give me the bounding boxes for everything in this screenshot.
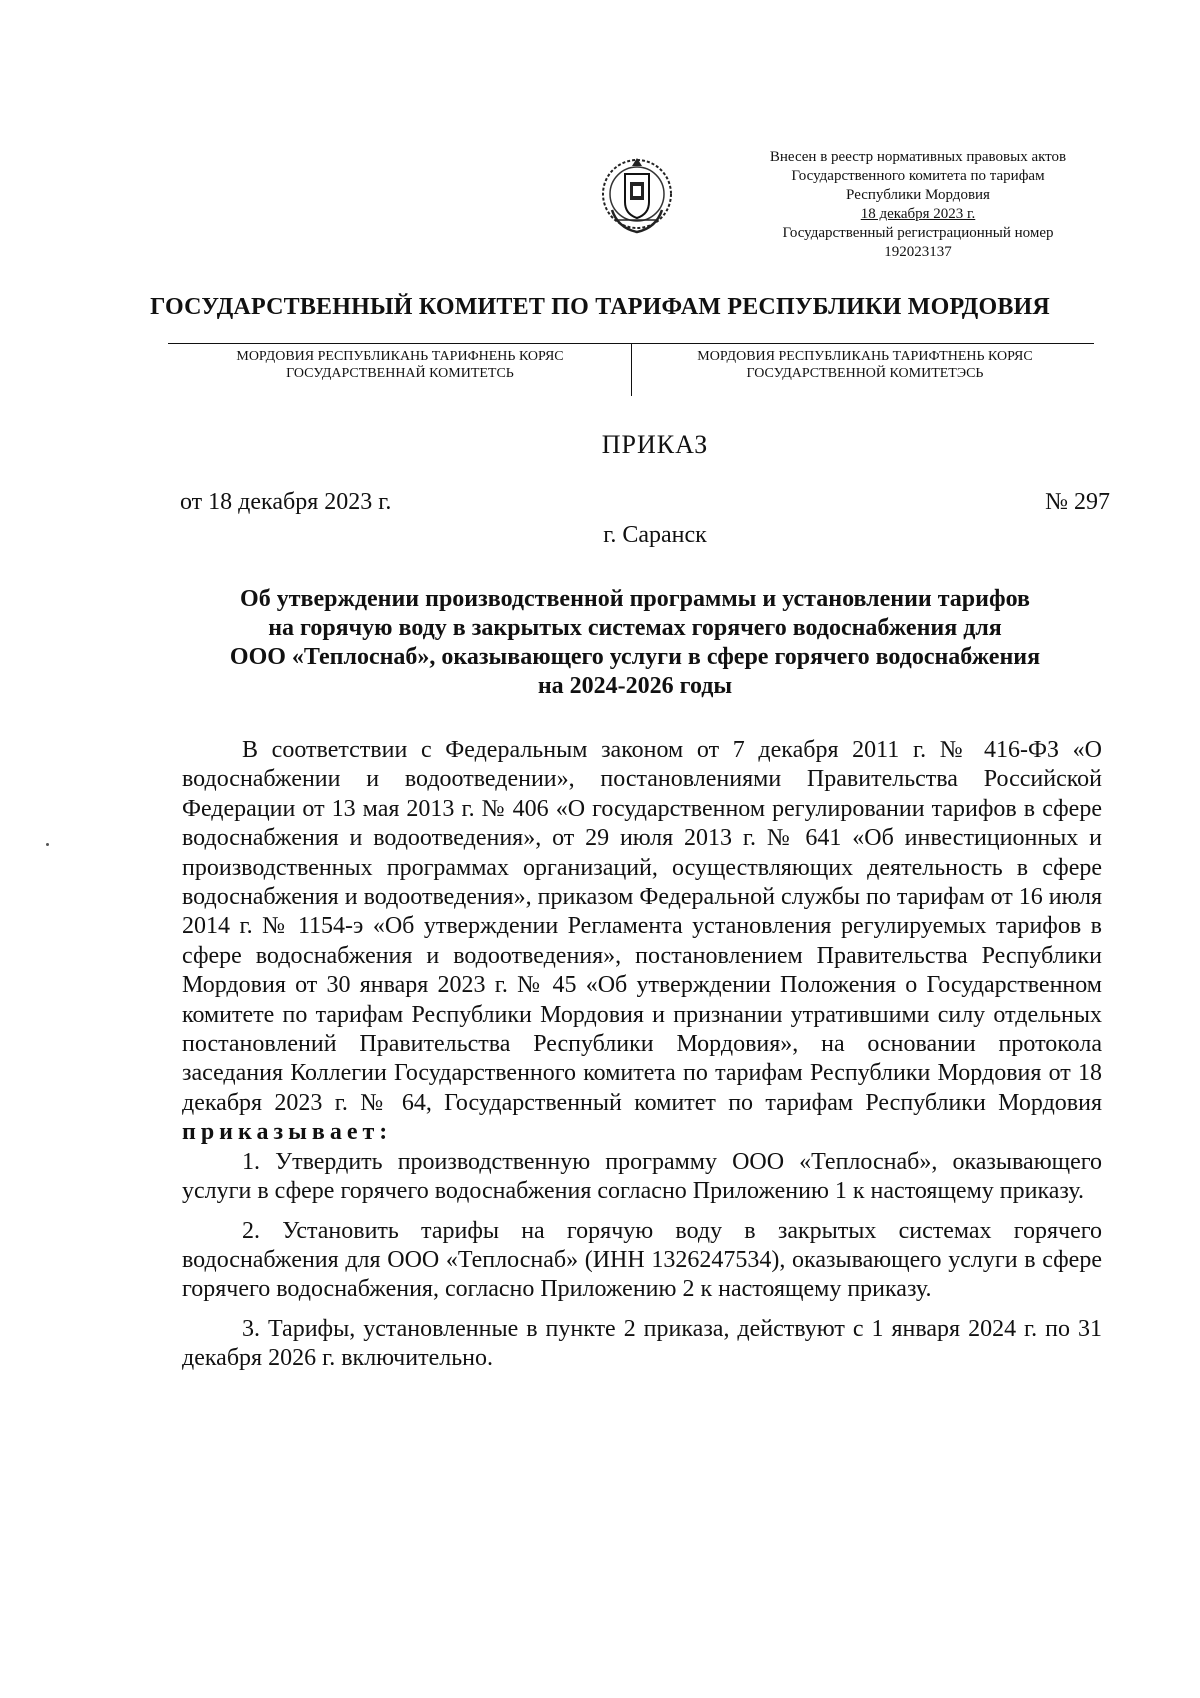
committee-name-erzya (640, 348, 1090, 382)
title-line: ООО «Теплоснаб», оказывающего услуги в сфере горячего водоснабжения (229, 644, 1041, 670)
document-title (170, 585, 1100, 701)
order-item-2: 2. Установить тарифы на горячую воду в закрытых системах горячего водоснабжения для ООО «Теплоснаб» (ИНН 1326247534), оказывающего услуги в сфере горячего водоснабжения, согласно Приложению 2 к настоящему приказу. (182, 1217, 1102, 1303)
orders-keyword: приказывает: (182, 1119, 393, 1146)
registry-line: Внесен в реестр нормативных правовых актов (769, 149, 1067, 165)
preamble-text: В соответствии с Федеральным законом от 7 декабря 2011 г. № 416-ФЗ «О водоснабжении и водоотведении», постановлениями Правительства Российской Федерации от 13 мая 2013 г. № 406 «О государственном регулировании тарифов в сфере водоснабжения и водоотведения», от 29 июля 2013 г. № 641 «Об инвестиционных и производственных программах организаций, осуществляющих деятельность в сфере водоснабжения и водоотведения», приказом Федеральной службы по тарифам от 16 июля 2014 г. № 1154-э «Об утверждении Регламента установления регулируемых тарифов в сфере водоснабжения и водоотведения», постановлением Правительства Республики Мордовия от 30 января 2023 г. № 45 «Об утверждении Положения о Государственном комитете по тарифам Республики Мордовия и признании утратившими силу отдельных постановлений Правительства Республики Мордовия», на основании протокола заседания Коллегии Государственного комитета по тарифам Республики Мордовия от 18 декабря 2023 г. № 64, Государственный комитет по тарифам Республики Мордовия (182, 737, 1102, 1116)
document-body (182, 736, 1102, 1374)
title-line: на горячую воду в закрытых системах горячего водоснабжения для (268, 615, 1002, 641)
committee-name-erzya-line2: ГОСУДАРСТВЕННОЙ КОМИТЕТЭСЬ (746, 366, 984, 381)
committee-name-moksha (175, 348, 625, 382)
committee-name-erzya-line1: МОРДОВИЯ РЕСПУБЛИКАНЬ ТАРИФТНЕНЬ КОРЯС (697, 349, 1033, 364)
header-vertical-divider (631, 344, 632, 396)
preamble-paragraph (182, 736, 1102, 1148)
committee-name-moksha-line2: ГОСУДАРСТВЕННАЙ КОМИТЕТСЬ (286, 366, 514, 381)
registry-line: Государственный регистрационный номер (782, 225, 1054, 241)
order-item-1: 1. Утвердить производственную программу ООО «Теплоснаб», оказывающего услуги в сфере горячего водоснабжения согласно Приложению 1 к настоящему приказу. (182, 1148, 1102, 1205)
document-type: ПРИКАЗ (601, 430, 709, 459)
order-item-3: 3. Тарифы, установленные в пункте 2 приказа, действуют с 1 января 2024 г. по 31 декабря 2026 г. включительно. (182, 1315, 1102, 1372)
committee-name-moksha-line1: МОРДОВИЯ РЕСПУБЛИКАНЬ ТАРИФНЕНЬ КОРЯС (236, 349, 564, 364)
registry-number: 192023137 (884, 244, 952, 260)
registry-line: Республики Мордовия (846, 187, 990, 203)
scan-speck (46, 843, 49, 846)
committee-name: ГОСУДАРСТВЕННЫЙ КОМИТЕТ ПО ТАРИФАМ РЕСПУБЛИКИ МОРДОВИЯ (150, 294, 1050, 320)
order-city: г. Саранск (603, 522, 707, 548)
registry-line: Государственного комитета по тарифам (791, 168, 1045, 184)
order-number: № 297 (1045, 489, 1110, 515)
order-date: от 18 декабря 2023 г. (180, 489, 392, 515)
title-line: Об утверждении производственной программы и установлении тарифов (240, 586, 1030, 612)
title-line: на 2024-2026 годы (537, 673, 733, 699)
registry-note (736, 148, 1100, 262)
coat-of-arms-emblem (598, 150, 676, 240)
registry-date: 18 декабря 2023 г. (860, 206, 976, 222)
